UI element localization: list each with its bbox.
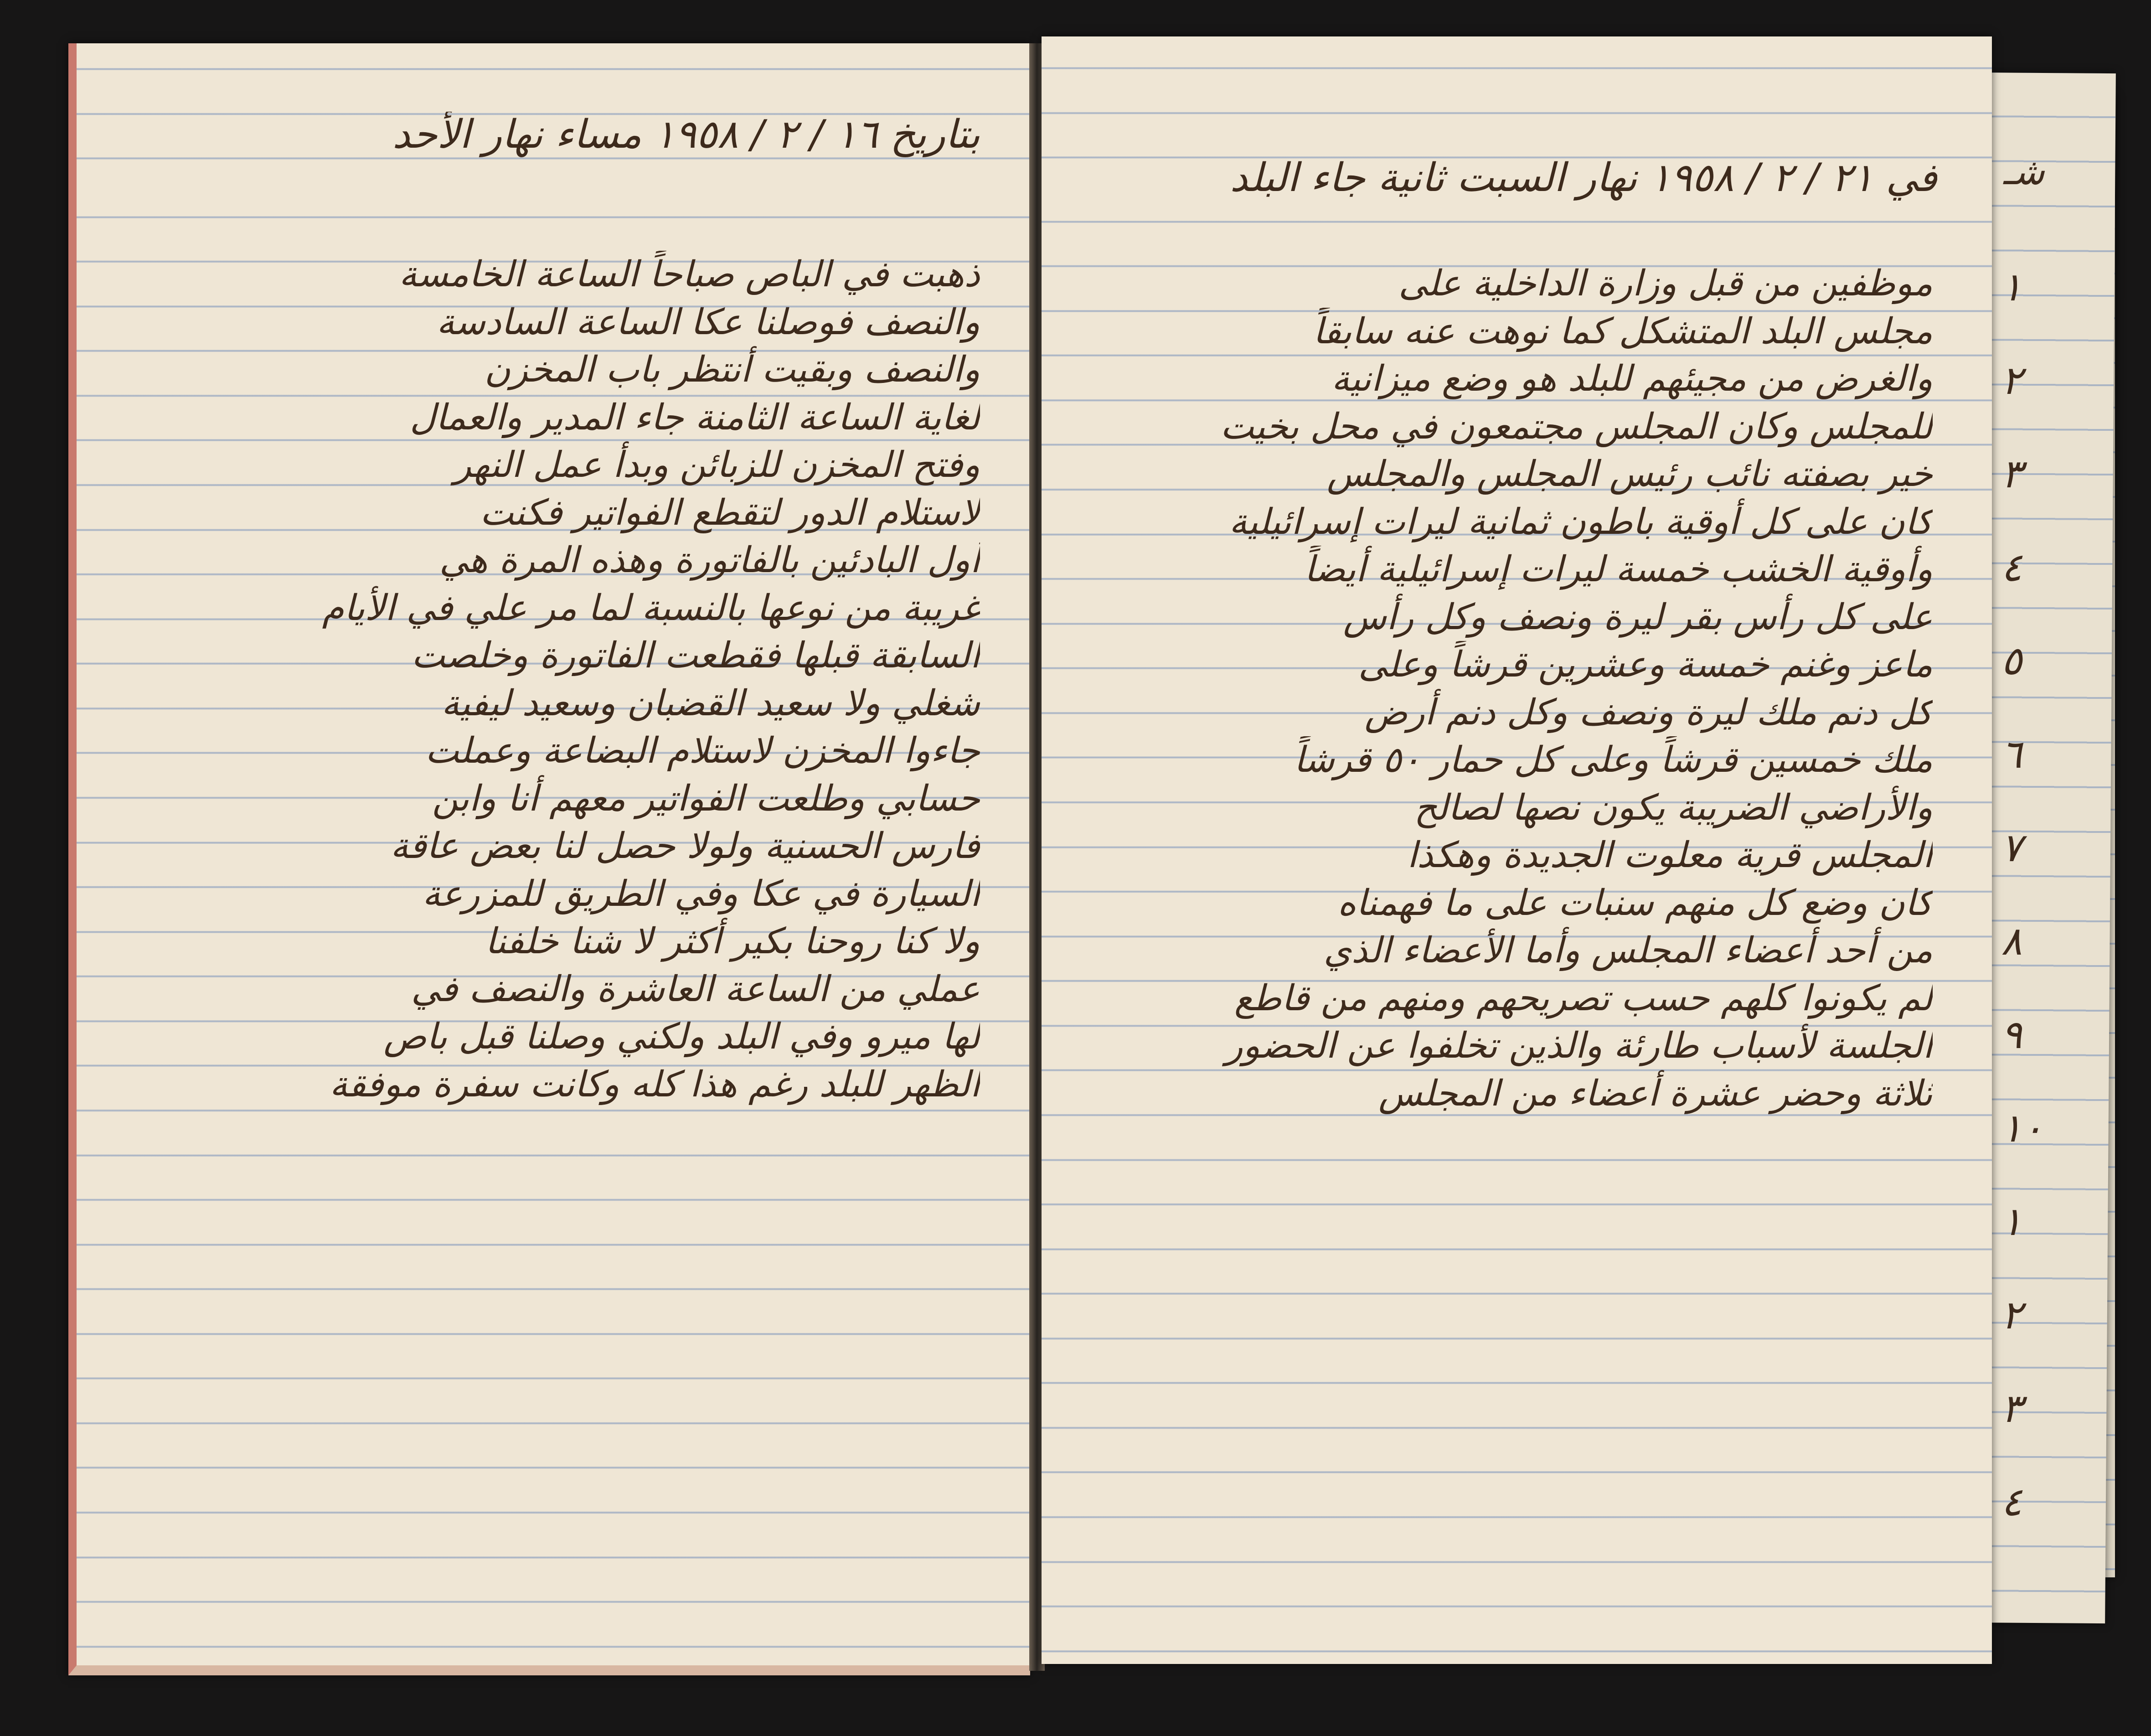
handwritten-line: الظهر للبلد رغم هذا كله وكانت سفرة موفقة (330, 1064, 980, 1105)
left-page-date-heading: بتاريخ ١٦ / ٢ / ١٩٥٨ مساء نهار الأحد (392, 112, 980, 157)
left-page-text (105, 251, 980, 1108)
handwritten-line: ملك خمسين قرشاً وعلى كل حمار ٥٠ قرشاً (1294, 739, 1933, 780)
handwritten-line: حسابي وطلعت الفواتير معهم أنا وابن (432, 778, 980, 819)
handwritten-line: والنصف وبقيت أنتظر باب المخزن (484, 349, 980, 390)
handwritten-line: من أحد أعضاء المجلس وأما الأعضاء الذي (1323, 930, 1933, 971)
margin-list-number: ١ (2001, 1199, 2022, 1245)
handwritten-line: خير بصفته نائب رئيس المجلس والمجلس (1326, 454, 1933, 495)
handwritten-line: لغاية الساعة الثامنة جاء المدير والعمال (410, 397, 980, 438)
margin-page-heading: شـ (2003, 150, 2045, 193)
right-page-date-heading: في ٢١ / ٢ / ١٩٥٨ نهار السبت ثانية جاء البلد (1230, 155, 1937, 201)
margin-list-number: ٨ (2001, 919, 2022, 964)
handwritten-line: السابقة قبلها فقطعت الفاتورة وخلصت (411, 635, 980, 676)
handwritten-line: المجلس قرية معلوت الجديدة وهكذا (1407, 835, 1933, 876)
margin-list-number: ٦ (2001, 732, 2022, 777)
handwritten-line: للمجلس وكان المجلس مجتمعون في محل بخيت (1220, 406, 1933, 447)
margin-list-number: ١ (2001, 264, 2022, 310)
handwritten-line: والغرض من مجيئهم للبلد هو وضع ميزانية (1331, 358, 1933, 399)
margin-list-number: ٢ (2001, 1292, 2022, 1338)
handwritten-line: فارس الحسنية ولولا حصل لنا بعض عاقة (390, 826, 980, 867)
handwritten-line: كان على كل أوقية باطون ثمانية ليرات إسرائيلية (1229, 501, 1933, 542)
handwritten-line: على كل رأس بقر ليرة ونصف وكل رأس (1343, 596, 1933, 638)
handwritten-line: عملي من الساعة العاشرة والنصف في (411, 968, 980, 1010)
handwritten-line: ماعز وغنم خمسة وعشرين قرشاً وعلى (1358, 644, 1933, 685)
handwritten-line: جاءوا المخزن لاستلام البضاعة وعملت (425, 730, 980, 771)
handwritten-line: ولا كنا روحنا بكير أكثر لا شنا خلفنا (485, 921, 980, 962)
margin-list-number: ٥ (2001, 638, 2022, 684)
right-page-text (1076, 260, 1933, 1117)
handwritten-line: غريبة من نوعها بالنسبة لما مر علي في الأيام (322, 587, 980, 629)
left-notebook-page (68, 43, 1030, 1675)
handwritten-line: لاستلام الدور لتقطع الفواتير فكنت (480, 492, 980, 533)
handwritten-line: وأوقية الخشب خمسة ليرات إسرائيلية أيضاً (1304, 549, 1933, 590)
handwritten-line: وفتح المخزن للزبائن وبدأ عمل النهر (454, 444, 980, 486)
margin-list-number: ٤ (2001, 545, 2022, 590)
margin-list-number: ٢ (2001, 358, 2022, 403)
handwritten-line: موظفين من قبل وزارة الداخلية على (1398, 263, 1933, 304)
handwritten-line: الجلسة لأسباب طارئة والذين تخلفوا عن الحضور (1225, 1025, 1933, 1066)
margin-list-number: ٤ (2001, 1479, 2022, 1525)
right-notebook-page (1042, 36, 1992, 1664)
handwritten-line: كان وضع كل منهم سنبات على ما فهمناه (1337, 882, 1933, 924)
handwritten-line: لم يكونوا كلهم حسب تصريحهم ومنهم من قاطع (1234, 977, 1933, 1019)
handwritten-line: مجلس البلد المتشكل كما نوهت عنه سابقاً (1313, 310, 1933, 352)
handwritten-line: والنصف فوصلنا عكا الساعة السادسة (436, 301, 980, 343)
handwritten-line: السيارة في عكا وفي الطريق للمزرعة (422, 873, 980, 914)
margin-list-number: ٣ (2001, 451, 2022, 497)
handwritten-line: ثلاثة وحضر عشرة أعضاء من المجلس (1378, 1073, 1933, 1114)
handwritten-line: ذهبت في الباص صباحاً الساعة الخامسة (399, 254, 980, 295)
handwritten-line: كل دنم ملك ليرة ونصف وكل دنم أرض (1364, 692, 1933, 733)
margin-list-number: ٧ (2001, 825, 2022, 871)
handwritten-line: شغلي ولا سعيد القضبان وسعيد ليفية (441, 682, 980, 724)
margin-list-number: ٩ (2001, 1012, 2022, 1058)
handwritten-line: والأراضي الضريبة يكون نصها لصالح (1414, 787, 1933, 828)
handwritten-line: أول البادئين بالفاتورة وهذه المرة هي (439, 540, 980, 581)
margin-list-number: ١٠ (2001, 1106, 2043, 1151)
handwritten-line: لها ميرو وفي البلد ولكني وصلنا قبل باص (383, 1016, 980, 1057)
margin-list-number: ٣ (2001, 1386, 2022, 1431)
